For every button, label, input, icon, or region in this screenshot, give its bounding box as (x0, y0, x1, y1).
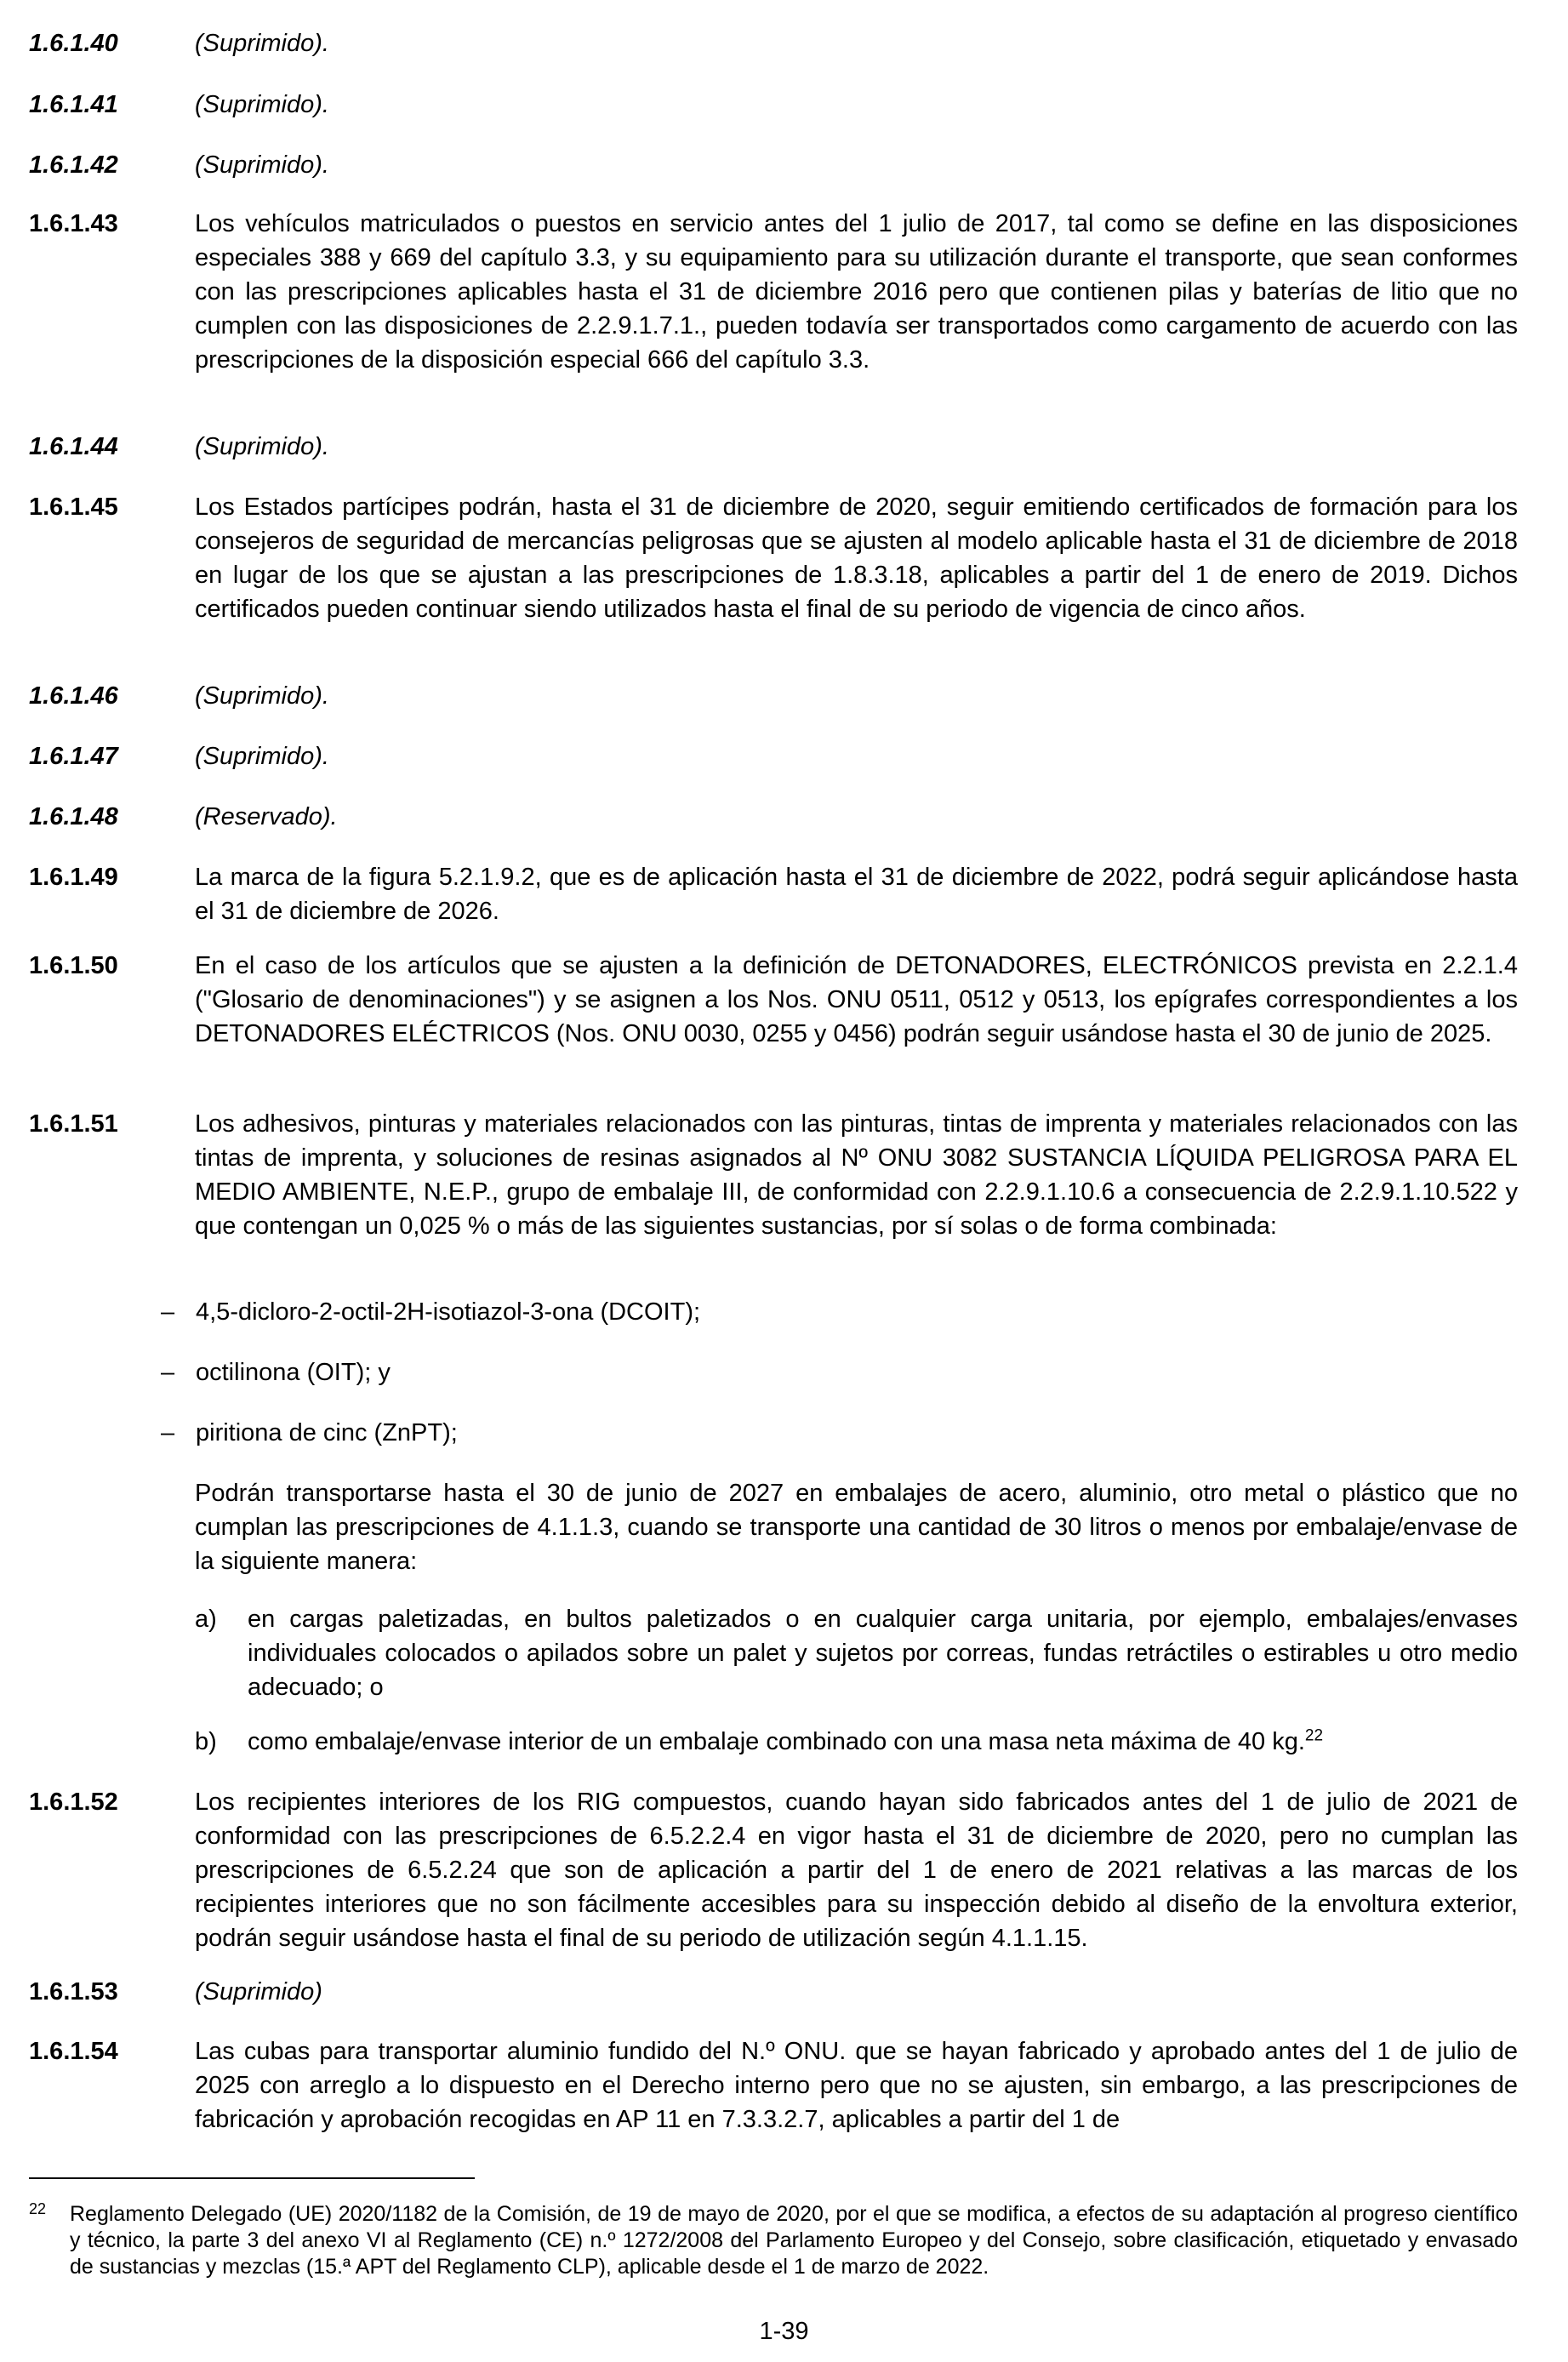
section-text: La marca de la figura 5.2.1.9.2, que es de aplicación hasta el 31 de diciembre de 2022, podrá seguir aplicándose hasta el 31 de diciembre de 2026. (195, 864, 1518, 925)
section-text: (Suprimido). (195, 433, 329, 460)
section-text: Las cubas para transportar aluminio fundido del N.º ONU. que se hayan fabricado y aprobado antes del 1 de julio de 2025 con arreglo a lo dispuesto en el Derecho interno pero que no se ajusten, sin embargo, a las prescripciones de fabricación y aprobación recogidas en AP 11 en 7.3.3.2.7, aplicables a partir del 1 de (195, 2038, 1518, 2133)
section-text: Los adhesivos, pinturas y materiales relacionados con las pinturas, tintas de imprenta y materiales relacionados con las tintas de imprenta, y soluciones de resinas asignados al Nº ONU 3082 SUSTANCIA LÍQUIDA PELIGROSA PARA EL MEDIO AMBIENTE, N.E.P., grupo de embalaje III, de conformidad con 2.2.9.1.10.6 a consecuencia de 2.2.9.1.10.522 y que contengan un 0,025 % o más de las siguientes sustancias, por sí solas o de forma combinada: (195, 1110, 1518, 1240)
item-b-text: como embalaje/envase interior de un embalaje combinado con una masa neta máxima de 40 kg. (248, 1728, 1305, 1755)
section-number: 1.6.1.51 (29, 1110, 118, 1138)
section-text: Los recipientes interiores de los RIG compuestos, cuando hayan sido fabricados antes del 1 de julio de 2021 de conformidad con las prescripciones de 6.5.2.2.4 en vigor hasta el 31 de diciembre de 2020, pero no cumplan las prescripciones de 6.5.2.24 que son de aplicación a partir del 1 de enero de 2021 relativas a las marcas de los recipientes interiores que no son fácilmente accesibles para su inspección debido al diseño de la envoltura exterior, podrán seguir usándose hasta el final de su periodo de utilización según 4.1.1.15. (195, 1789, 1518, 1952)
section-text: (Suprimido). (195, 682, 329, 710)
section-text: (Suprimido). (195, 743, 329, 770)
section-number: 1.6.1.54 (29, 2038, 118, 2065)
section-number: 1.6.1.44 (29, 433, 118, 460)
section-number: 1.6.1.45 (29, 494, 118, 521)
section-number: 1.6.1.47 (29, 743, 118, 770)
section-number: 1.6.1.46 (29, 682, 118, 710)
section-text: (Suprimido). (195, 91, 329, 118)
dash-bullet: – (161, 1298, 175, 1326)
section-number: 1.6.1.43 (29, 210, 118, 237)
item-text (248, 1725, 1518, 1759)
item-label: b) (195, 1728, 217, 1755)
section-paragraph: Podrán transportarse hasta el 30 de junio de 2027 en embalajes de acero, aluminio, otro metal o plástico que no cumplan las prescripciones de 4.1.1.3, cuando se transporte una cantidad de 30 litros o menos por embalaje/envase de la siguiente manera: (195, 1480, 1518, 1575)
section-text: Los vehículos matriculados o puestos en servicio antes del 1 julio de 2017, tal como se define en las disposiciones especiales 388 y 669 del capítulo 3.3, y su equipamiento para su utilización durante el transporte, que sean conformes con las prescripciones aplicables hasta el 31 de diciembre 2016 pero que contienen pilas y baterías de litio que no cumplen con las disposiciones de 2.2.9.1.7.1., pueden todavía ser transportados como cargamento de acuerdo con las prescripciones de la disposición especial 666 del capítulo 3.3. (195, 210, 1518, 374)
dash-bullet: – (161, 1419, 175, 1446)
section-text: (Suprimido). (195, 30, 329, 57)
footnote-reference[interactable]: 22 (1304, 1726, 1324, 1745)
section-number: 1.6.1.40 (29, 30, 118, 57)
page-number: 1-39 (759, 2318, 809, 2345)
footnote-separator (29, 2177, 475, 2179)
item-label: a) (195, 1606, 217, 1633)
footnote-mark: 22 (29, 2200, 47, 2217)
dash-item-text: octilinona (OIT); y (196, 1359, 391, 1386)
section-number: 1.6.1.53 (29, 1978, 118, 2005)
section-text: (Reservado). (195, 803, 338, 830)
dash-item-text: piritiona de cinc (ZnPT); (196, 1419, 458, 1446)
section-number: 1.6.1.50 (29, 952, 118, 979)
section-number: 1.6.1.48 (29, 803, 118, 830)
section-text: (Suprimido) (195, 1978, 322, 2005)
dash-item-text: 4,5-dicloro-2-octil-2H-isotiazol-3-ona (DCOIT); (196, 1298, 701, 1326)
section-number: 1.6.1.52 (29, 1789, 118, 1816)
section-text: (Suprimido). (195, 151, 329, 179)
section-text: Los Estados partícipes podrán, hasta el 31 de diciembre de 2020, seguir emitiendo certificados de formación para los consejeros de seguridad de mercancías peligrosas que se ajusten al modelo aplicable hasta el 31 de diciembre de 2018 en lugar de los que se ajustan a las prescripciones de 1.8.3.18, aplicables a partir del 1 de enero de 2019. Dichos certificados pueden continuar siendo utilizados hasta el final de su periodo de vigencia de cinco años. (195, 494, 1518, 623)
section-number: 1.6.1.42 (29, 151, 118, 179)
section-text: En el caso de los artículos que se ajusten a la definición de DETONADORES, ELECTRÓNICOS prevista en 2.2.1.4 ("Glosario de denominaciones") y se asignen a los Nos. ONU 0511, 0512 y 0513, los epígrafes correspondientes a los DETONADORES ELÉCTRICOS (Nos. ONU 0030, 0255 y 0456) podrán seguir usándose hasta el 30 de junio de 2025. (195, 952, 1518, 1047)
section-number: 1.6.1.41 (29, 91, 118, 118)
footnote-text: Reglamento Delegado (UE) 2020/1182 de la Comisión, de 19 de mayo de 2020, por el que se modifica, a efectos de su adaptación al progreso científico y técnico, la parte 3 del anexo VI al Reglamento (CE) n.º 1272/2008 del Parlamento Europeo y del Consejo, sobre clasificación, etiquetado y envasado de sustancias y mezclas (15.ª APT del Reglamento CLP), aplicable desde el 1 de marzo de 2022. (70, 2202, 1518, 2279)
dash-bullet: – (161, 1359, 175, 1386)
section-number: 1.6.1.49 (29, 864, 118, 891)
item-text: en cargas paletizadas, en bultos paletizados o en cualquier carga unitaria, por ejemplo, embalajes/envases individuales colocados o apilados sobre un palet y sujetos por correas, fundas retráctiles o estirables u otro medio adecuado; o (248, 1606, 1518, 1701)
